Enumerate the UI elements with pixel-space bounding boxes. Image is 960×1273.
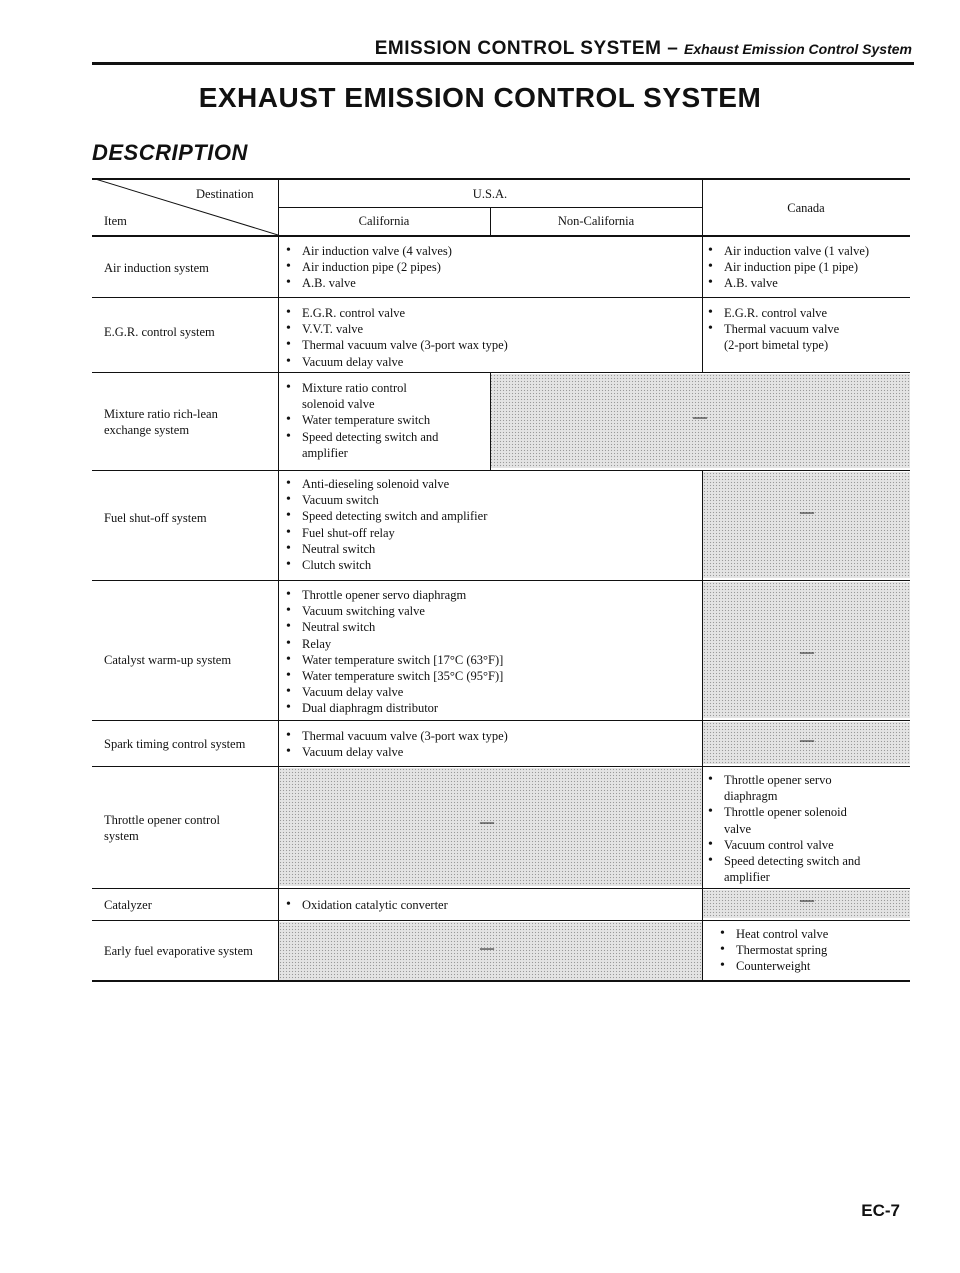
item-label: Item [104, 214, 127, 228]
list-item: • Counterweight [718, 958, 828, 974]
list-item: • Heat control valve [718, 926, 828, 942]
table-bottom-rule [92, 980, 910, 982]
na-dash: — [800, 645, 814, 660]
header-main: EMISSION CONTROL SYSTEM [374, 38, 662, 59]
list-item: • Vacuum switch [284, 492, 487, 508]
list-item: • Mixture ratio control [284, 380, 438, 396]
shade-fuel-canada [703, 472, 910, 578]
row-rule [92, 470, 910, 471]
non-california-label: Non-California [557, 214, 635, 228]
col-rule-item [278, 178, 279, 980]
list-item: • Vacuum switching valve [284, 603, 503, 619]
na-dash: — [800, 893, 814, 908]
list-item: • Thermal vacuum valve (3-port wax type) [284, 728, 508, 744]
list-item: • Air induction valve (1 valve) [706, 243, 869, 259]
list-item: • Vacuum delay valve [284, 684, 503, 700]
row-rule [92, 580, 910, 581]
list-item: • Water temperature switch [284, 412, 438, 428]
row-rule [92, 372, 910, 373]
running-header [375, 38, 912, 60]
list-item: • Water temperature switch [17°C (63°F)] [284, 652, 503, 668]
item-early-fuel-evaporative: Early fuel evaporative system [104, 944, 253, 958]
list-item: • Speed detecting switch and amplifier [284, 508, 487, 524]
list-item-continuation: solenoid valve [302, 397, 375, 412]
section-heading: DESCRIPTION [92, 140, 248, 165]
list-item: • Clutch switch [284, 557, 487, 573]
list-item: • Vacuum delay valve [284, 744, 508, 760]
header-subtitle: Exhaust Emission Control System [684, 41, 912, 57]
canada-air-induction-list [706, 243, 869, 292]
usa-egr-list [284, 305, 508, 370]
list-item: • Air induction pipe (1 pipe) [706, 259, 869, 275]
item-throttle-line2: system [104, 829, 139, 843]
item-catalyzer: Catalyzer [104, 898, 152, 912]
list-item-continuation: amplifier [302, 445, 348, 460]
usa-spark-list [284, 728, 508, 760]
list-item: • Vacuum delay valve [284, 354, 508, 370]
page-title: EXHAUST EMISSION CONTROL SYSTEM [198, 82, 762, 113]
page-number: EC-7 [861, 1201, 900, 1220]
na-dash: — [693, 410, 707, 425]
header-separator: – [661, 38, 685, 59]
list-item-continuation: valve [724, 821, 752, 836]
list-item: • Dual diaphragm distributor [284, 700, 503, 716]
list-item: • Air induction valve (4 valves) [284, 243, 452, 259]
row-rule [92, 297, 910, 298]
list-item: • Neutral switch [284, 619, 503, 635]
canada-early-list [718, 926, 828, 975]
list-item: • E.G.R. control valve [706, 305, 839, 321]
list-item: • A.B. valve [284, 275, 452, 291]
list-item: • V.V.T. valve [284, 321, 508, 337]
item-catalyst-warmup: Catalyst warm-up system [104, 653, 232, 667]
list-item: • Throttle opener servo diaphragm [284, 587, 503, 603]
header-rule [92, 62, 914, 65]
row-rule [92, 920, 910, 921]
item-mixture-line2: exchange system [104, 423, 190, 437]
na-dash: — [480, 815, 494, 830]
list-item: • Oxidation catalytic converter [284, 897, 448, 913]
list-item: • Speed detecting switch and [706, 853, 860, 869]
col-rule-canada [702, 470, 703, 980]
list-item-continuation: (2-port bimetal type) [724, 338, 829, 353]
col-rule-california [490, 372, 491, 470]
row-rule [92, 766, 910, 767]
list-item: • Thermal vacuum valve [706, 321, 839, 337]
item-fuel-shutoff: Fuel shut-off system [104, 511, 207, 525]
row-rule [92, 888, 910, 889]
item-egr: E.G.R. control system [104, 325, 215, 339]
header-bottom-rule [92, 235, 910, 237]
na-dash: — [480, 941, 494, 956]
list-item: • Thermal vacuum valve (3-port wax type) [284, 337, 508, 353]
item-mixture-line1: Mixture ratio rich-lean [104, 407, 218, 421]
row-rule [92, 720, 910, 721]
list-item: • E.G.R. control valve [284, 305, 508, 321]
usa-catalyzer-list [284, 897, 448, 913]
list-item: • A.B. valve [706, 275, 869, 291]
usa-catalyst-list [284, 587, 503, 717]
list-item-continuation: amplifier [724, 870, 770, 885]
list-item: • Speed detecting switch and [284, 429, 438, 445]
usa-fuel-list [284, 476, 487, 573]
na-dash: — [800, 505, 814, 520]
na-dash: — [800, 733, 814, 748]
list-item: • Throttle opener servo [706, 772, 860, 788]
list-item: • Anti-dieseling solenoid valve [284, 476, 487, 492]
canada-egr-list [706, 305, 839, 354]
usa-label: U.S.A. [472, 187, 508, 201]
item-spark-timing: Spark timing control system [104, 737, 246, 751]
list-item: • Neutral switch [284, 541, 487, 557]
list-item: • Throttle opener solenoid [706, 804, 860, 820]
list-item: • Relay [284, 636, 503, 652]
list-item: • Air induction pipe (2 pipes) [284, 259, 452, 275]
canada-throttle-list [706, 772, 860, 885]
list-item: • Fuel shut-off relay [284, 525, 487, 541]
california-mixture-list [284, 380, 438, 461]
usa-air-induction-list [284, 243, 452, 292]
destination-label: Destination [196, 187, 254, 201]
list-item-continuation: diaphragm [724, 789, 778, 804]
item-air-induction: Air induction system [104, 261, 209, 275]
california-label: California [358, 214, 410, 228]
item-throttle-line1: Throttle opener control [104, 813, 220, 827]
canada-label: Canada [787, 201, 825, 215]
list-item: • Vacuum control valve [706, 837, 860, 853]
list-item: • Water temperature switch [35°C (95°F)] [284, 668, 503, 684]
list-item: • Thermostat spring [718, 942, 828, 958]
